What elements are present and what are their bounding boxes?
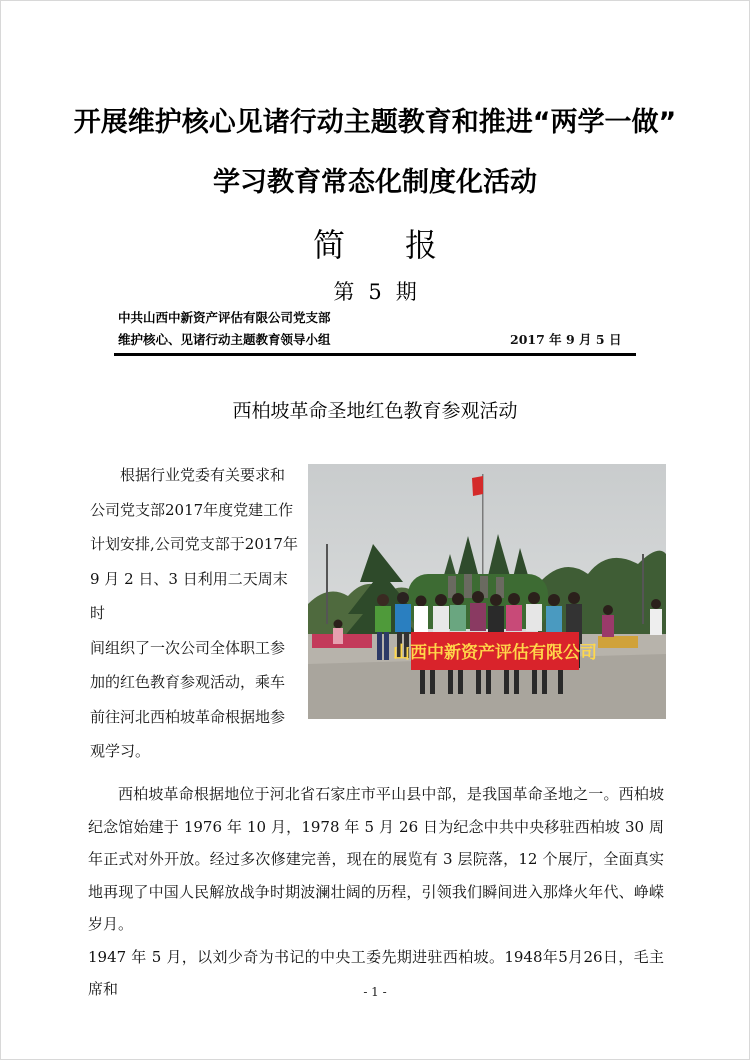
bulletin-label-char-2: 报: [405, 226, 438, 264]
lead-line: 9 月 2 日、3 日利用二天周末时: [90, 569, 288, 622]
lead-paragraph: [90, 458, 300, 769]
page-number: - 1 -: [363, 985, 387, 999]
body-paragraph: 西柏坡革命根据地位于河北省石家庄市平山县中部，是我国革命圣地之一。西柏坡纪念馆始建于 1976 年 10 月，1978 年 5 月 26 日为纪念中共中央移驻西柏坡 30 周年正式对外开放。经过多次修建完善，现在的展览有 3 层院落，12 个展厅，全面真实地再现了中国人民解放战争时期波澜壮阔的历程，引领我们瞬间进入那烽火年代、峥嵘岁月。: [88, 785, 664, 933]
lead-line: 观学习。: [90, 742, 151, 760]
issue-value: 5: [368, 280, 382, 304]
lead-line: 前往河北西柏坡革命根据地参: [90, 707, 286, 726]
lead-line: 计划安排,公司党支部于2017年: [90, 535, 298, 553]
bulletin-title-line-2: 学习教育常态化制度化活动: [213, 167, 537, 198]
issuer-org-line-1: 中共山西中新资产评估有限公司党支部: [118, 310, 331, 325]
bulletin-label-char-1: 简: [312, 226, 345, 264]
article-title: 西柏坡革命圣地红色教育参观活动: [232, 400, 518, 422]
body-paragraph: 1947 年 5 月，以刘少奇为书记的中央工委先期进驻西柏坡。1948年5月26日，毛主席和: [88, 947, 664, 998]
lead-line: 根据行业党委有关要求和: [120, 466, 286, 484]
lead-line: 公司党支部2017年度党建工作: [90, 500, 294, 519]
bulletin-title-line-1: 开展维护核心见诸行动主题教育和推进“两学一做”: [73, 107, 677, 138]
issuer-org-line-2: 维护核心、见诸行动主题教育领导小组: [118, 332, 331, 347]
header-rule: [114, 353, 636, 356]
group-photo-illustration: [308, 464, 666, 719]
banner-text: 山西中新资产评估有限公司: [393, 643, 597, 663]
publish-date: 2017 年 9 月 5 日: [510, 332, 622, 347]
bulletin-label: [0, 220, 750, 266]
article-body: [88, 778, 664, 1006]
group-photo: [308, 464, 666, 719]
lead-line: 加的红色教育参观活动，乘车: [90, 673, 286, 691]
lead-line: 间组织了一次公司全体职工参: [90, 638, 286, 657]
issue-number: [0, 276, 750, 306]
issue-prefix: 第: [333, 280, 355, 304]
issue-suffix: 期: [395, 280, 417, 304]
